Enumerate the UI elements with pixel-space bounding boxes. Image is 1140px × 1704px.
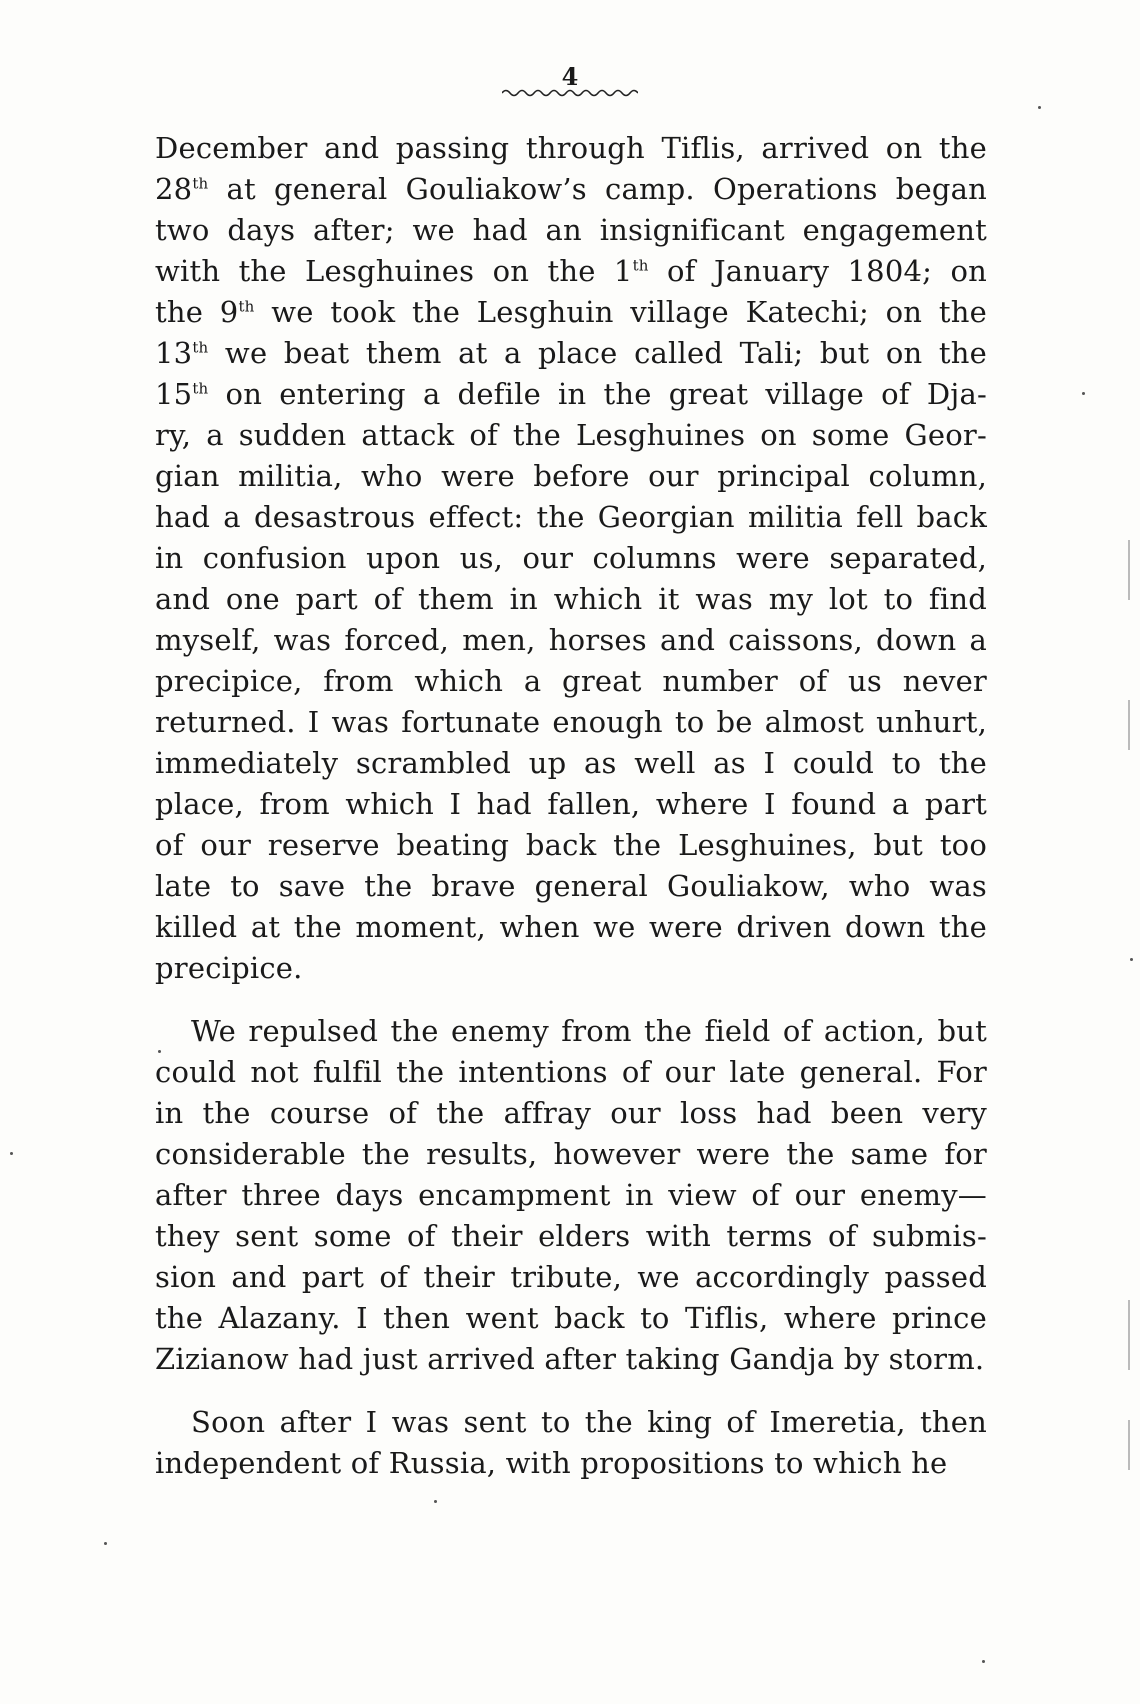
scan-speck: [104, 1542, 107, 1545]
text-run: 13: [155, 336, 193, 370]
paragraph-gap: [155, 989, 987, 1011]
text-line: [155, 251, 987, 292]
scan-speck: [1130, 958, 1133, 961]
text-run: after three days encampment in view of our enemy—: [155, 1178, 987, 1212]
text-run: at general Gouliakow’s camp. Operations began: [208, 172, 987, 206]
text-line: [155, 415, 987, 456]
text-line: [155, 1011, 987, 1052]
text-run: precipice.: [155, 951, 303, 985]
text-run: with the Lesghuines on the 1: [155, 254, 633, 288]
text-line: [155, 1093, 987, 1134]
scan-speck: [158, 1050, 161, 1053]
text-run: two days after; we had an insignificant engagement: [155, 213, 987, 247]
text-line: [155, 1298, 987, 1339]
text-run: gian militia, who were before our principal column,: [155, 459, 987, 493]
text-line: [155, 292, 987, 333]
page-number: 4: [561, 62, 579, 91]
text-run: had a desastrous effect: the Georgian militia fell back: [155, 500, 987, 534]
paragraph: [155, 128, 987, 989]
text-run: of our reserve beating back the Lesghuines, but too: [155, 828, 987, 862]
text-run: sion and part of their tribute, we accordingly passed: [155, 1260, 987, 1294]
text-line: [155, 866, 987, 907]
text-run: the Alazany. I then went back to Tiflis, where prince: [155, 1301, 987, 1335]
text-line: [155, 743, 987, 784]
text-run: of January 1804; on: [648, 254, 987, 288]
scan-speck: [982, 1660, 985, 1663]
text-run: We repulsed the enemy from the field of action, but: [191, 1014, 987, 1048]
scan-edge-mark: [1128, 1300, 1130, 1370]
paragraph: [155, 1402, 987, 1484]
text-line: [155, 1443, 987, 1484]
text-run: Zizianow had just arrived after taking Gandja by storm.: [155, 1342, 985, 1376]
text-line: [155, 784, 987, 825]
text-run: immediately scrambled up as well as I could to the: [155, 746, 987, 780]
text-line: [155, 825, 987, 866]
text-run: could not fulfil the intentions of our late general. For: [155, 1055, 987, 1089]
text-line: [155, 333, 987, 374]
text-line: [155, 497, 987, 538]
text-run: in the course of the affray our loss had been very: [155, 1096, 987, 1130]
text-line: [155, 661, 987, 702]
text-line: [155, 579, 987, 620]
text-run: returned. I was fortunate enough to be almost unhurt,: [155, 705, 987, 739]
paragraph: [155, 1011, 987, 1380]
scan-edge-mark: [1128, 700, 1130, 750]
ordinal-superscript: th: [192, 338, 209, 357]
scan-edge-mark: [1128, 1420, 1130, 1470]
text-run: killed at the moment, when we were driven down the: [155, 910, 987, 944]
text-line: [155, 702, 987, 743]
text-run: December and passing through Tiflis, arrived on the: [155, 131, 987, 165]
text-run: precipice, from which a great number of us never: [155, 664, 987, 698]
ordinal-superscript: th: [632, 256, 649, 275]
text-run: we took the Lesghuin village Katechi; on the: [254, 295, 987, 329]
text-run: in confusion upon us, our columns were separated,: [155, 541, 987, 575]
scan-speck: [1038, 106, 1041, 109]
text-run: late to save the brave general Gouliakow, who was: [155, 869, 987, 903]
text-line: [155, 948, 987, 989]
text-run: Soon after I was sent to the king of Imeretia, then: [191, 1405, 987, 1439]
text-line: [155, 128, 987, 169]
text-line: [155, 620, 987, 661]
text-run: independent of Russia, with propositions to which he: [155, 1446, 948, 1480]
text-run: and one part of them in which it was my lot to find: [155, 582, 987, 616]
text-run: the 9: [155, 295, 239, 329]
text-run: they sent some of their elders with terms of submis-: [155, 1219, 987, 1253]
text-line: [155, 1339, 987, 1380]
text-line: [155, 456, 987, 497]
text-run: on entering a defile in the great village of Dja-: [208, 377, 987, 411]
text-line: [155, 907, 987, 948]
text-line: [155, 169, 987, 210]
text-run: 15: [155, 377, 193, 411]
text-run: myself, was forced, men, horses and caissons, down a: [155, 623, 987, 657]
ordinal-superscript: th: [192, 379, 209, 398]
text-line: [155, 538, 987, 579]
scan-speck: [1082, 392, 1085, 395]
text-run: ry, a sudden attack of the Lesghuines on some Geor-: [155, 418, 987, 452]
text-line: [155, 1257, 987, 1298]
text-line: [155, 1402, 987, 1443]
text-line: [155, 1052, 987, 1093]
text-line: [155, 1134, 987, 1175]
text-line: [155, 210, 987, 251]
text-line: [155, 1175, 987, 1216]
text-line: [155, 1216, 987, 1257]
ordinal-superscript: th: [238, 297, 255, 316]
text-run: we beat them at a place called Tali; but on the: [208, 336, 987, 370]
text-run: 28: [155, 172, 193, 206]
paragraph-gap: [155, 1380, 987, 1402]
text-line: [155, 374, 987, 415]
text-run: place, from which I had fallen, where I found a part: [155, 787, 987, 821]
scan-speck: [434, 1500, 437, 1503]
wavy-rule-ornament: [502, 88, 638, 98]
ordinal-superscript: th: [192, 174, 209, 193]
body-text: [155, 128, 987, 1484]
scan-speck: [10, 1152, 13, 1155]
text-run: considerable the results, however were the same for: [155, 1137, 987, 1171]
scan-edge-mark: [1128, 540, 1130, 600]
